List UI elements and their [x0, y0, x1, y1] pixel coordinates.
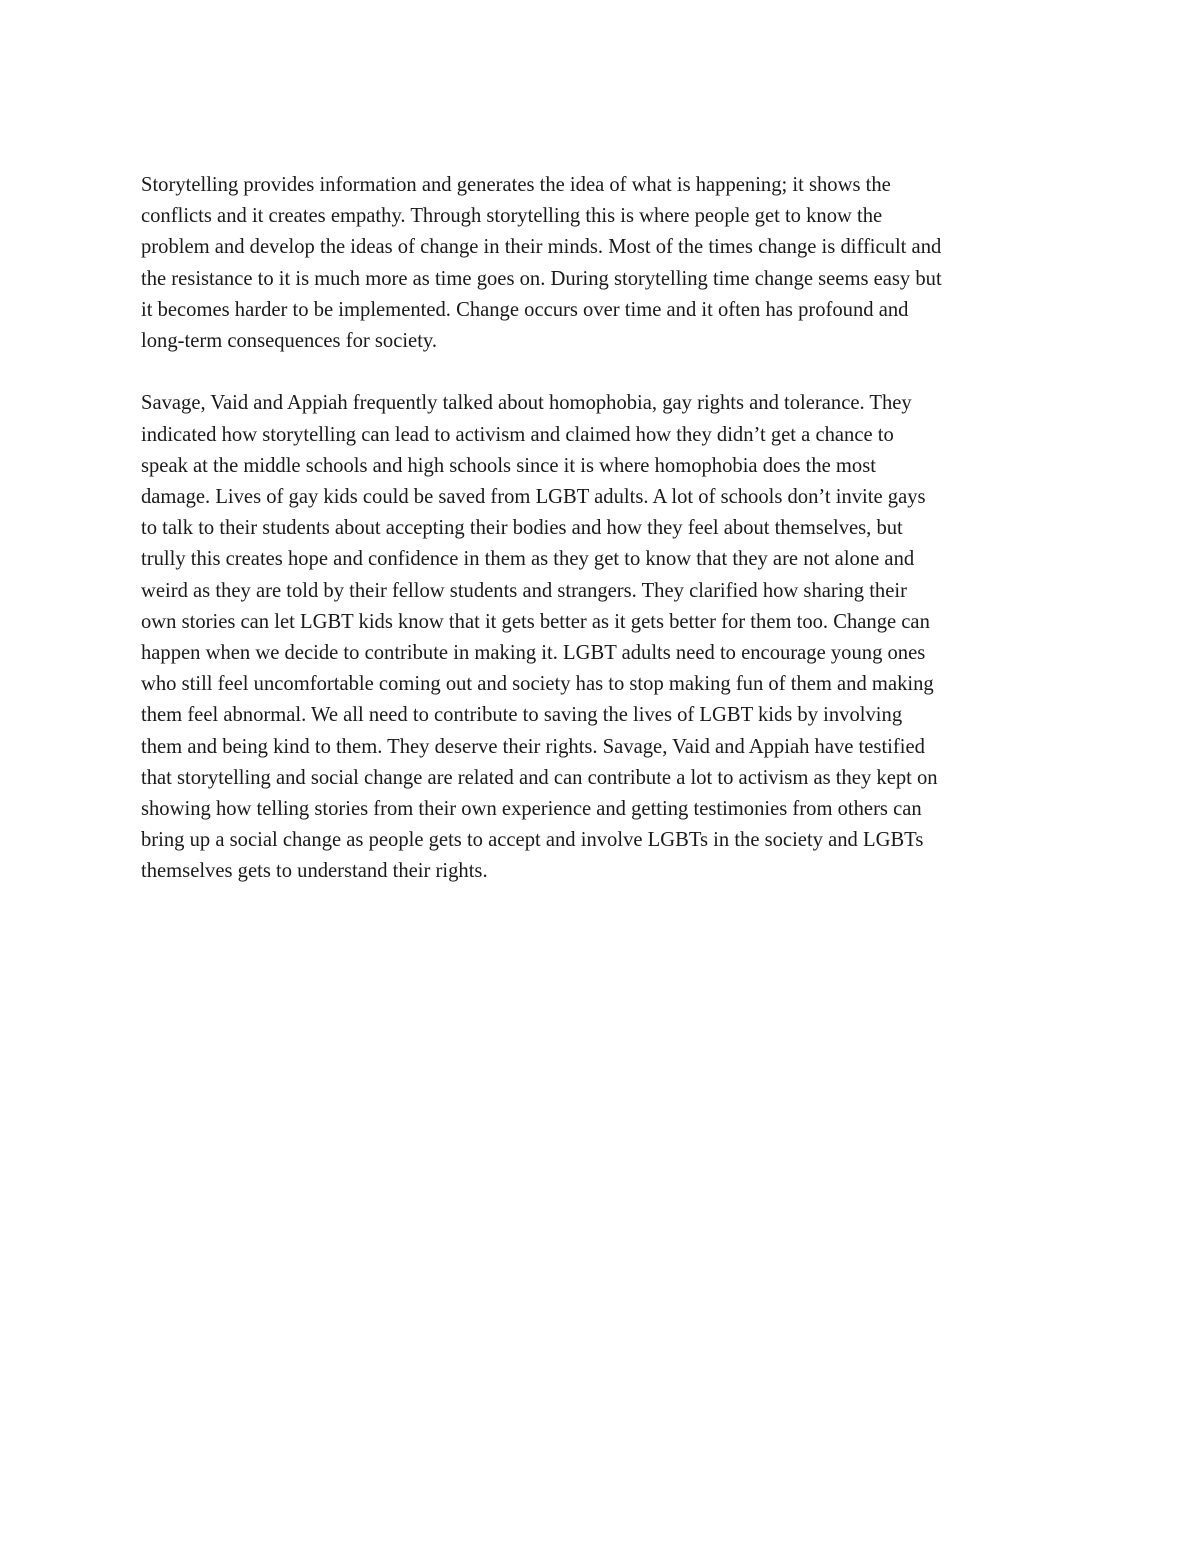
paragraph-line: weird as they are told by their fellow students and strangers. They clarified how sharing their: [141, 579, 907, 602]
paragraph-line: to talk to their students about accepting their bodies and how they feel about themselves, but: [141, 517, 903, 540]
paragraph-line: Savage, Vaid and Appiah frequently talked about homophobia, gay rights and tolerance. They: [141, 392, 912, 415]
paragraph-line: speak at the middle schools and high schools since it is where homophobia does the most: [141, 454, 876, 477]
paragraph-line: conflicts and it creates empathy. Through storytelling this is where people get to know the: [141, 205, 883, 228]
paragraph-line: them and being kind to them. They deserve their rights. Savage, Vaid and Appiah have testified: [141, 735, 925, 758]
paragraph-line: indicated how storytelling can lead to activism and claimed how they didn’t get a chance to: [141, 423, 894, 446]
paragraph-1: [141, 170, 1061, 357]
document-body: [141, 170, 1061, 919]
paragraph-line: own stories can let LGBT kids know that it gets better as it gets better for them too. Change can: [141, 610, 930, 633]
paragraph-line: trully this creates hope and confidence in them as they get to know that they are not alone and: [141, 548, 915, 571]
paragraph-line: who still feel uncomfortable coming out and society has to stop making fun of them and making: [141, 673, 934, 696]
paragraph-line: long-term consequences for society.: [141, 330, 438, 353]
paragraph-line: showing how telling stories from their own experience and getting testimonies from others can: [141, 798, 922, 821]
paragraph-line: them feel abnormal. We all need to contribute to saving the lives of LGBT kids by involving: [141, 704, 903, 727]
paragraph-line: Storytelling provides information and generates the idea of what is happening; it shows the: [141, 174, 891, 196]
paragraph-line: the resistance to it is much more as time goes on. During storytelling time change seems easy but: [141, 267, 942, 290]
paragraph-2: [141, 388, 1061, 887]
paragraph-line: damage. Lives of gay kids could be saved from LGBT adults. A lot of schools don’t invite gays: [141, 486, 926, 509]
paragraph-line: problem and develop the ideas of change in their minds. Most of the times change is difficult and: [141, 236, 942, 259]
paragraph-line: bring up a social change as people gets to accept and involve LGBTs in the society and LGBTs: [141, 829, 924, 852]
paragraph-line: it becomes harder to be implemented. Change occurs over time and it often has profound and: [141, 298, 909, 321]
paragraph-line: that storytelling and social change are related and can contribute a lot to activism as they kept on: [141, 766, 938, 789]
paragraph-line: happen when we decide to contribute in making it. LGBT adults need to encourage young ones: [141, 642, 926, 665]
paragraph-line: themselves gets to understand their rights.: [141, 860, 488, 883]
